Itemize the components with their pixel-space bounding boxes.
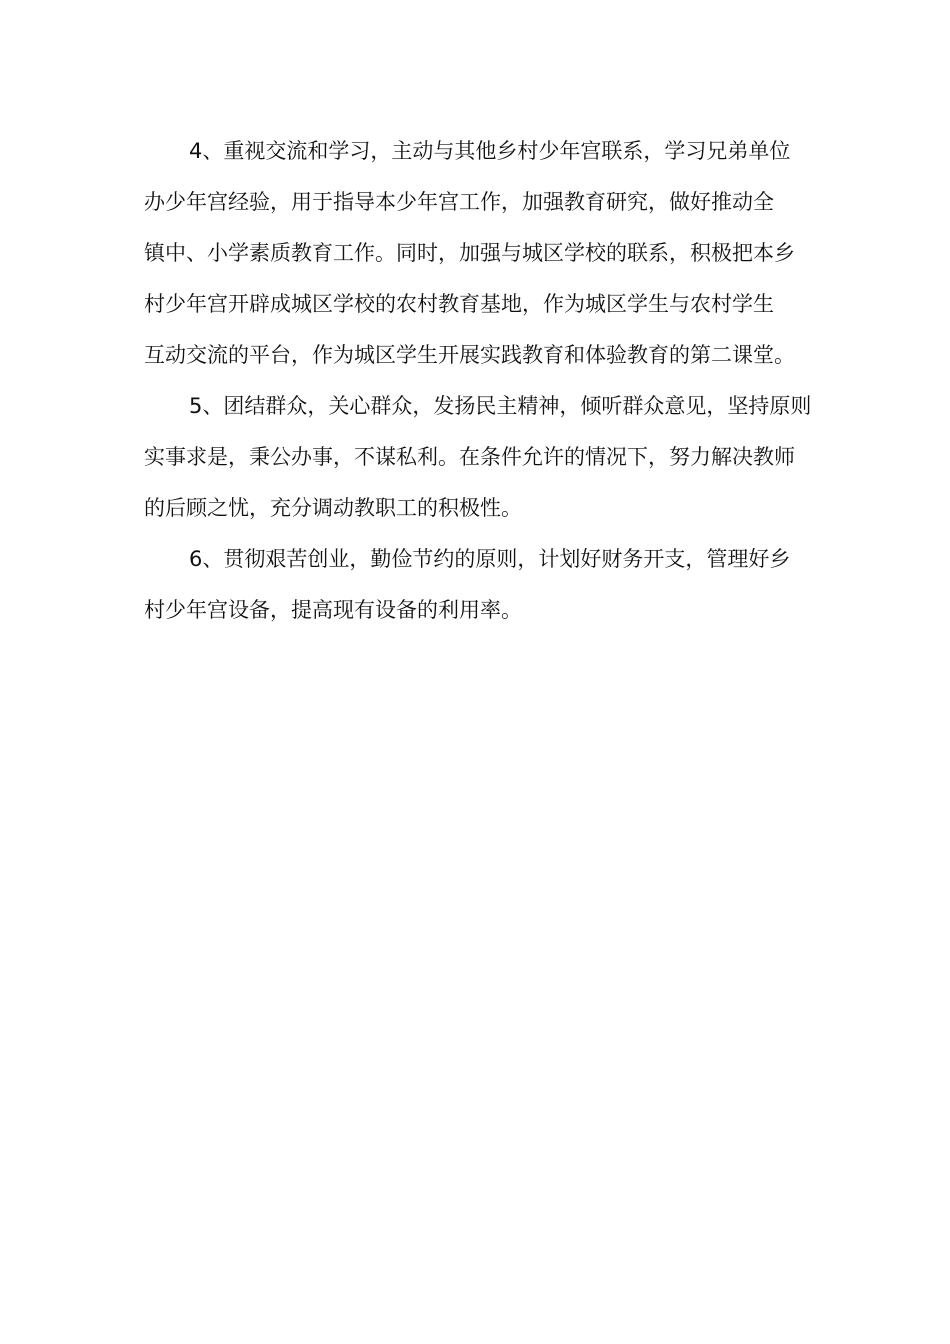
paragraph-item-4 [144, 126, 814, 381]
paragraph-line: 实事求是，秉公办事，不谋私利。在条件允许的情况下，努力解决教师 [144, 445, 795, 469]
paragraph-line: 村少年宫开辟成城区学校的农村教育基地，作为城区学生与农村学生 [144, 292, 774, 316]
paragraph-line: 村少年宫设备，提高现有设备的利用率。 [144, 598, 522, 622]
paragraph-line: 的后顾之忧，充分调动教职工的积极性。 [144, 496, 522, 520]
paragraph-item-5 [144, 381, 814, 534]
paragraph-line: 互动交流的平台，作为城区学生开展实践教育和体验教育的第二课堂。 [144, 343, 795, 367]
paragraph-line: 镇中、小学素质教育工作。同时，加强与城区学校的联系，积极把本乡 [144, 241, 795, 265]
paragraph-line: 6、贯彻艰苦创业，勤俭节约的原则，计划好财务开支，管理好乡 [189, 547, 791, 571]
paragraph-item-6 [144, 534, 814, 636]
paragraph-line: 办少年宫经验，用于指导本少年宫工作，加强教育研究，做好推动全 [144, 190, 774, 214]
paragraph-line: 5、团结群众，关心群众，发扬民主精神，倾听群众意见，坚持原则 [189, 394, 812, 418]
document-body [144, 126, 814, 636]
paragraph-line: 4、重视交流和学习，主动与其他乡村少年宫联系，学习兄弟单位 [189, 139, 791, 163]
